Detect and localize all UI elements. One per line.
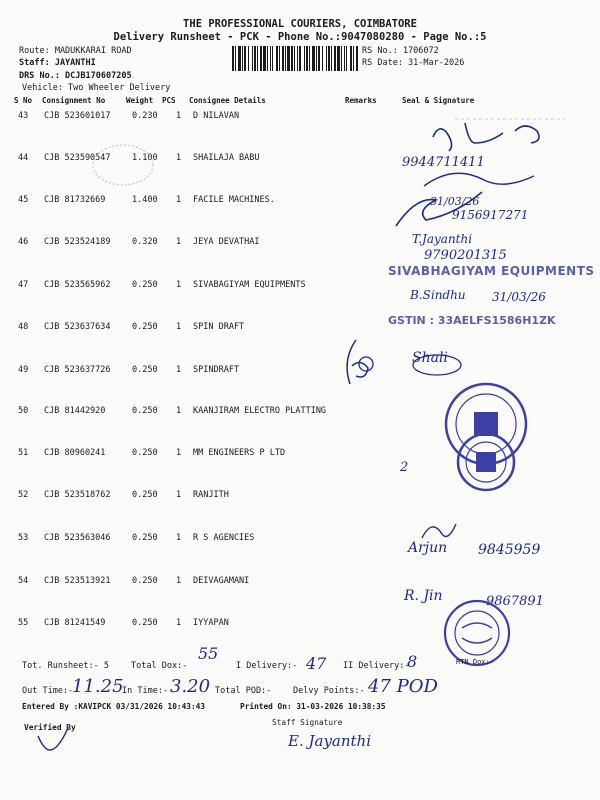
signature-row-53 bbox=[418, 518, 458, 542]
tot-runsheet: Tot. Runsheet:- 5 bbox=[22, 661, 109, 671]
barcode-bar bbox=[337, 46, 340, 71]
col-remarks: Remarks bbox=[345, 96, 377, 105]
handwritten-name-54: R. Jin bbox=[404, 588, 443, 604]
barcode-bar bbox=[291, 46, 293, 71]
handwritten-name-46: T.Jayanthi bbox=[412, 232, 473, 246]
table-row: 49 CJB 523637726 0.250 1 SPINDRAFT bbox=[18, 365, 240, 375]
out-time-value: 11.25 bbox=[72, 676, 124, 697]
table-row: 46 CJB 523524189 0.320 1 JEYA DEVATHAI bbox=[18, 237, 260, 247]
remark-mark-48 bbox=[338, 336, 378, 391]
total-pod-label: Total POD:- bbox=[215, 686, 272, 696]
barcode-bar bbox=[267, 46, 268, 71]
staff-signature-value: E. Jayanthi bbox=[288, 732, 372, 750]
handwritten-mark-51: 2 bbox=[400, 460, 409, 475]
table-row: 44 CJB 523590547 1.100 1 SHAILAJA BABU bbox=[18, 153, 260, 163]
barcode-bar bbox=[316, 46, 317, 71]
delvy-points-value: 47 POD bbox=[368, 676, 438, 697]
entered-by: Entered By :KAVIPCK 03/31/2026 10:43:43 bbox=[22, 702, 206, 711]
table-row: 47 CJB 523565962 0.250 1 SIVABAGIYAM EQUIPMENTS bbox=[18, 280, 306, 290]
barcode-bar bbox=[252, 46, 253, 71]
barcode-bar bbox=[304, 46, 305, 71]
barcode-bar bbox=[242, 46, 243, 71]
table-row: 53 CJB 523563046 0.250 1 R S AGENCIES bbox=[18, 533, 255, 543]
handwritten-phone-53: 9845959 bbox=[478, 542, 541, 558]
barcode-bar bbox=[287, 46, 290, 71]
barcode-bar bbox=[276, 46, 278, 71]
barcode-bar bbox=[312, 46, 315, 71]
barcode-bar bbox=[254, 46, 256, 71]
table-row: 50 CJB 81442920 0.250 1 KAANJIRAM ELECTRO PLATTING bbox=[18, 406, 327, 416]
barcode-bar bbox=[285, 46, 286, 71]
barcode bbox=[232, 46, 358, 71]
staff-signature-label: Staff Signature bbox=[272, 718, 343, 727]
col-pcs: PCS bbox=[162, 96, 176, 105]
total-dox-value: 55 bbox=[198, 644, 219, 663]
col-weight: Weight bbox=[126, 96, 154, 105]
col-seal: Seal & Signature bbox=[402, 96, 475, 105]
barcode-bar bbox=[235, 46, 236, 71]
company-title: THE PROFESSIONAL COURIERS, COIMBATORE bbox=[183, 18, 417, 30]
barcode-bar bbox=[238, 46, 241, 71]
handwritten-date-47: 31/03/26 bbox=[492, 290, 546, 304]
handwritten-name-49: Shali bbox=[412, 350, 448, 366]
drs-label: DRS No.: DCJB170607205 bbox=[19, 71, 132, 81]
barcode-bar bbox=[232, 46, 234, 71]
stamp-company-name: SIVABHAGIYAM EQUIPMENTS bbox=[388, 264, 595, 278]
delvy-points-label: Delvy Points:- bbox=[293, 686, 365, 696]
barcode-bar bbox=[346, 46, 347, 71]
table-row: 54 CJB 523513921 0.250 1 DEIVAGAMANI bbox=[18, 576, 250, 586]
barcode-bar bbox=[344, 46, 345, 71]
barcode-bar bbox=[244, 46, 246, 71]
barcode-bar bbox=[353, 46, 354, 71]
verified-by-label: Verified By bbox=[24, 723, 76, 732]
barcode-bar bbox=[326, 46, 327, 71]
barcode-bar bbox=[331, 46, 332, 71]
barcode-bar bbox=[297, 46, 298, 71]
table-row: 55 CJB 81241549 0.250 1 IYYAPAN bbox=[18, 618, 229, 628]
barcode-bar bbox=[334, 46, 336, 71]
table-row: 52 CJB 523518762 0.250 1 RANJITH bbox=[18, 490, 229, 500]
barcode-bar bbox=[257, 46, 258, 71]
barcode-bar bbox=[248, 46, 249, 71]
table-row: 51 CJB 80960241 0.250 1 MM ENGINEERS P LTD bbox=[18, 448, 286, 458]
barcode-bar bbox=[294, 46, 295, 71]
table-row: 48 CJB 523637634 0.250 1 SPIN DRAFT bbox=[18, 322, 245, 332]
in-time-value: 3.20 bbox=[170, 676, 211, 697]
stamp-gstin: GSTIN : 33AELFS1586H1ZK bbox=[388, 314, 556, 327]
handwritten-phone-54: 9867891 bbox=[486, 594, 544, 609]
vehicle-label: Vehicle: Two Wheeler Delivery bbox=[22, 83, 171, 93]
i-delivery-label: I Delivery:- bbox=[236, 661, 298, 671]
circular-company-stamp bbox=[438, 380, 534, 502]
barcode-bar bbox=[306, 46, 308, 71]
handwritten-phone-46: 9790201315 bbox=[424, 248, 507, 263]
faint-stamp-mark bbox=[88, 140, 158, 190]
barcode-bar bbox=[356, 46, 358, 71]
barcode-bar bbox=[263, 46, 266, 71]
barcode-bar bbox=[272, 46, 273, 71]
rs-no-label: RS No.: 1706072 bbox=[362, 46, 439, 56]
barcode-bar bbox=[318, 46, 320, 71]
runsheet-subtitle: Delivery Runsheet - PCK - Phone No.:9047080280 - Page No.:5 bbox=[113, 31, 487, 43]
ii-delivery-value: 8 bbox=[407, 652, 418, 671]
barcode-bar bbox=[309, 46, 310, 71]
barcode-bar bbox=[322, 46, 323, 71]
col-consignee: Consignee Details bbox=[189, 96, 266, 105]
i-delivery-value: 47 bbox=[306, 654, 327, 673]
handwritten-phone-44: 9944711411 bbox=[402, 155, 485, 170]
route-label: Route: MADUKKARAI ROAD bbox=[19, 46, 132, 56]
barcode-bar bbox=[299, 46, 301, 71]
barcode-bar bbox=[328, 46, 330, 71]
handwritten-phone-45: 9156917271 bbox=[452, 208, 529, 222]
staff-label: Staff: JAYANTHI bbox=[19, 58, 96, 68]
table-row: 43 CJB 523601017 0.230 1 D NILAVAN bbox=[18, 111, 240, 121]
rtn-dox-label: RTN Dox:- bbox=[456, 658, 494, 666]
handwritten-name-47: B.Sindhu bbox=[410, 288, 466, 302]
ii-delivery-label: II Delivery:- bbox=[343, 661, 410, 671]
out-time-label: Out Time:- bbox=[22, 686, 74, 696]
barcode-bar bbox=[350, 46, 352, 71]
col-sno: S No bbox=[14, 96, 33, 105]
signature-underline-49 bbox=[412, 354, 462, 376]
barcode-bar bbox=[279, 46, 280, 71]
rs-date-label: RS Date: 31-Mar-2026 bbox=[362, 58, 465, 68]
handwritten-date-45: 31/03/26 bbox=[430, 195, 480, 208]
verified-signature bbox=[34, 724, 94, 754]
in-time-label: In Time:- bbox=[122, 686, 169, 696]
barcode-bar bbox=[282, 46, 284, 71]
printed-on: Printed On: 31-03-2026 10:38:35 bbox=[240, 702, 386, 711]
col-consignment: Consignment No bbox=[42, 96, 106, 105]
signature-row-43 bbox=[425, 115, 575, 153]
handwritten-name-53: Arjun bbox=[408, 540, 448, 556]
barcode-bar bbox=[260, 46, 262, 71]
table-row: 45 CJB 81732669 1.400 1 FACILE MACHINES. bbox=[18, 195, 275, 205]
barcode-bar bbox=[341, 46, 342, 71]
total-dox-label: Total Dox:- bbox=[131, 661, 188, 671]
barcode-bar bbox=[270, 46, 271, 71]
